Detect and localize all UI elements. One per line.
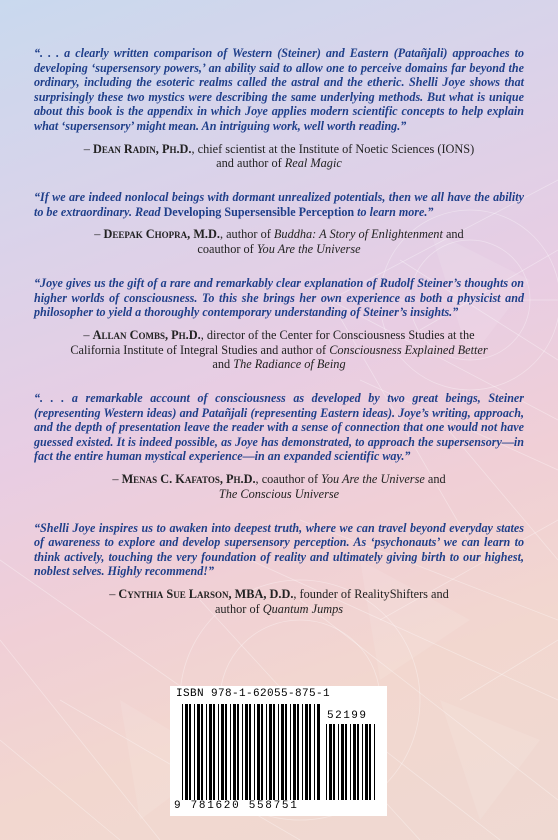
endorsement-larson	[34, 521, 524, 617]
barcode-bar	[314, 704, 315, 800]
barcode-bar	[230, 704, 231, 800]
endorsement-kafatos	[34, 391, 524, 502]
barcode-bar	[365, 724, 368, 800]
barcode-bar	[326, 724, 327, 800]
endorsements	[34, 46, 524, 636]
barcode-bar	[338, 724, 339, 800]
barcode-bar	[302, 704, 303, 800]
quote-text: “. . . a clearly written comparison of Western (Steiner) and Eastern (Patañjali) approaches to developing ‘supersensory powers,’ an ability said to allow one to perceive domains far beyond the ordinary, including the esoteric realms called the astral and the etheric. Shelli Joye shows that surprisingly these two mystics were describing the same underlying methods. But what is unique about this book is the appendix in which Joye applies modern scientific concepts to help explain what ‘supersensory’ might mean. An intriguing work, well worth reading.”	[34, 46, 524, 133]
barcode-bar	[242, 704, 243, 800]
barcode-bar	[374, 724, 375, 800]
barcode-bar	[266, 704, 267, 800]
quote-text: “Shelli Joye inspires us to awaken into deepest truth, where we can travel beyond everyday states of awareness to explore and develop supersensory perception. As ‘psychonauts’ we can learn to think actively, touching the very foundation of reality and ultimately giving birth to our highest, noblest selves. Highly recommend!”	[34, 520, 524, 579]
isbn-barcode	[170, 686, 387, 816]
barcode-bar	[261, 704, 263, 800]
barcode-bar	[218, 704, 219, 800]
attribution: – Cynthia Sue Larson, MBA, D.D., founder of RealityShifters and author of Quantum Jumps	[109, 587, 449, 616]
quote-text: “. . . a remarkable account of consciousness as developed by two great beings, Steiner (representing Western ideas) and Patañjali (representing Eastern ideas). Joye’s writing, approach, and the depth of presentation leave the reader with a sense of connection that one would not have guessed existed. It is indeed possible, as Joye has demonstrated, to approach the supersensory—in fact the entire human mystical experience—in an expanded scientific way.”	[34, 391, 524, 464]
barcode-bar	[213, 704, 215, 800]
barcode-bar	[309, 704, 311, 800]
author-name: Allan Combs, Ph.D.	[92, 327, 201, 342]
book-title: Developing Supersensible Perception	[163, 204, 355, 219]
barcode-bar	[269, 704, 272, 800]
ean-barcode-bars	[182, 704, 320, 800]
barcode-bar	[206, 704, 207, 800]
barcode-bar	[185, 704, 188, 800]
barcode-bar	[345, 724, 347, 800]
barcode-bar	[254, 704, 255, 800]
barcode-bar	[305, 704, 308, 800]
author-name: Dean Radin, Ph.D.	[92, 141, 192, 156]
barcode-bar	[189, 704, 191, 800]
book-title: The Conscious Universe	[218, 486, 340, 501]
barcode-bar	[362, 724, 363, 800]
barcode-bar	[333, 724, 335, 800]
attribution: – Allan Combs, Ph.D., director of the Center for Consciousness Studies at the California Institute of Integral Studies and author of Consciousness Explained Better and The Radiance of Being	[70, 327, 488, 372]
barcode-bar	[297, 704, 299, 800]
barcode-bar	[233, 704, 236, 800]
isbn-label: ISBN 978-1-62055-875-1	[176, 688, 331, 700]
barcode-bar	[221, 704, 224, 800]
barcode-bar	[329, 724, 332, 800]
barcode-bar	[194, 704, 195, 800]
barcode-bar	[273, 704, 275, 800]
price-barcode-bars	[326, 724, 378, 800]
barcode-bar	[281, 704, 284, 800]
attribution: – Menas C. Kafatos, Ph.D., coauthor of You Are the Universe and The Conscious Universe	[112, 472, 446, 501]
barcode-bar	[182, 704, 183, 800]
endorsement-combs	[34, 276, 524, 372]
author-name: Menas C. Kafatos, Ph.D.	[121, 472, 256, 487]
barcode-bar	[293, 704, 296, 800]
barcode-bar	[317, 704, 320, 800]
quote-text: “If we are indeed nonlocal beings with dormant unrealized potentials, then we all have the ability to be extraordinary. Read Developing Supersensible Perception to learn more.”	[34, 190, 524, 219]
book-title: Buddha: A Story of Enlightenment	[273, 227, 443, 242]
quote-text: “Joye gives us the gift of a rare and remarkably clear explanation of Rudolf Steiner’s thoughts on higher worlds of consciousness. To this she brings her own experience as both a physicist and philosopher to yield a thoroughly contemporary understanding of Steiner’s insights.”	[34, 275, 524, 320]
book-title: You Are the Universe	[321, 472, 425, 487]
barcode-bar	[353, 724, 356, 800]
endorsement-chopra	[34, 190, 524, 257]
book-title: The Radiance of Being	[233, 357, 346, 372]
barcode-bar	[225, 704, 227, 800]
author-name: Cynthia Sue Larson, MBA, D.D.	[118, 587, 294, 602]
barcode-bar	[357, 724, 359, 800]
book-title: You Are the Universe	[256, 242, 361, 257]
barcode-bar	[249, 704, 251, 800]
barcode-bar	[257, 704, 260, 800]
ean-number: 9 781620 558751	[174, 800, 299, 812]
barcode-bar	[201, 704, 203, 800]
barcode-bar	[341, 724, 344, 800]
attribution: – Dean Radin, Ph.D., chief scientist at the Institute of Noetic Sciences (IONS) and author of Real Magic	[83, 141, 475, 171]
attribution: – Deepak Chopra, M.D., author of Buddha: A Story of Enlightenment and coauthor of You Are the Universe	[94, 227, 464, 257]
book-title: Real Magic	[284, 156, 342, 171]
barcode-bar	[285, 704, 287, 800]
barcode-bar	[369, 724, 371, 800]
barcode-bar	[350, 724, 351, 800]
barcode-bar	[290, 704, 291, 800]
barcode-bar	[278, 704, 279, 800]
endorsement-radin	[34, 46, 524, 171]
price-code: 52199	[327, 710, 368, 722]
barcode-bar	[209, 704, 212, 800]
barcode-bar	[197, 704, 200, 800]
author-name: Deepak Chopra, M.D.	[103, 227, 220, 242]
book-title: Quantum Jumps	[262, 601, 344, 616]
book-title: Consciousness Explained Better	[329, 342, 488, 357]
barcode-bar	[237, 704, 239, 800]
barcode-bar	[245, 704, 248, 800]
